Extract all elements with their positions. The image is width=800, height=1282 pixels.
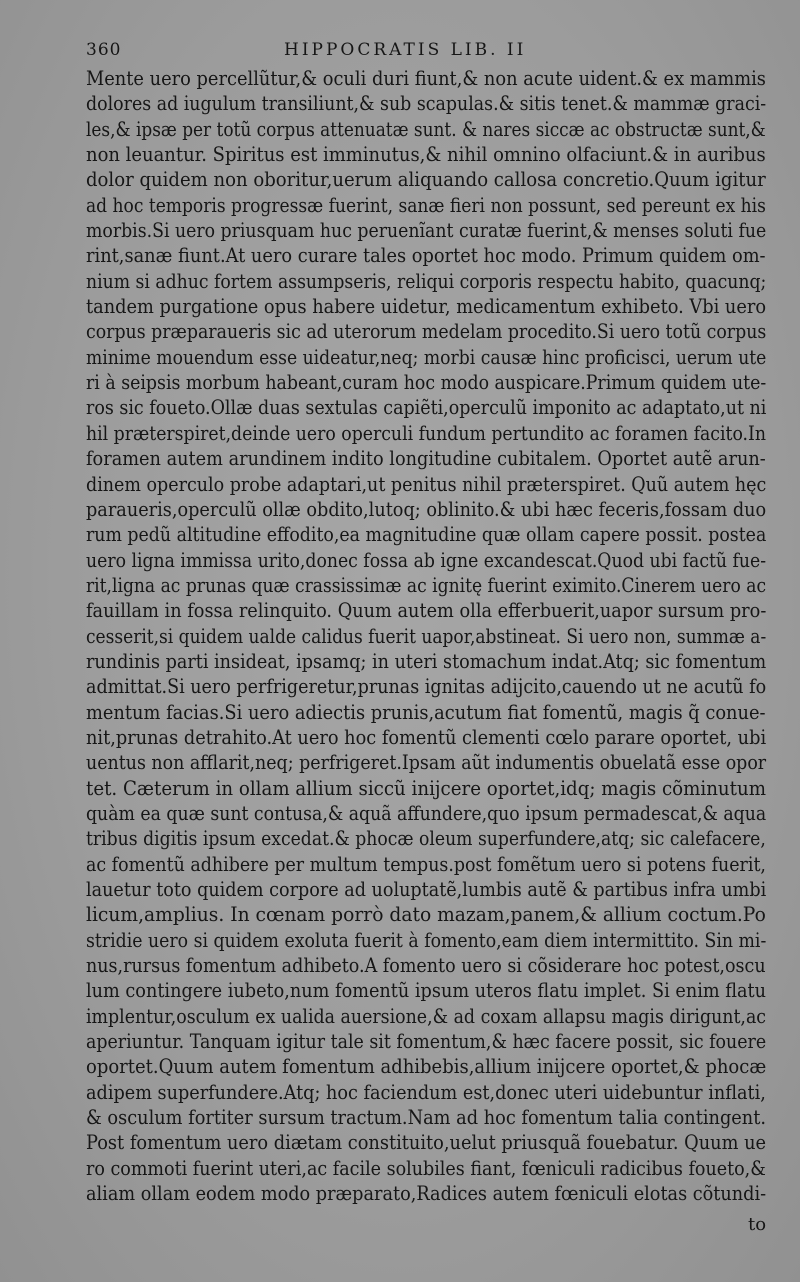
text-line: oportet.Quum autem fomentum adhibebis,allium inijcere oportet,& phocæ <box>86 1055 767 1079</box>
text-line: les,& ipsæ per totũ corpus attenuatæ sunt. & nares siccæ ac obstructæ sunt,& <box>86 117 766 141</box>
body-text <box>86 66 766 1206</box>
text-line: uentus non afflarit,neq; perfrigeret.Ipsam aũt indumentis obuelatã esse opor <box>86 751 767 775</box>
text-line: Post fomentum uero diætam constituito,uelut priusquã fouebatur. Quum ue <box>86 1131 767 1155</box>
text-line: minime mouendum esse uideatur,neq; morbi causæ hinc proficisci, uerum ute <box>86 345 767 369</box>
text-line: tribus digitis ipsum excedat.& phocæ oleum superfundere,atq; sic calefacere, <box>86 827 766 851</box>
text-line: Mente uero percellũtur,& oculi duri fiunt,& non acute uident.& ex mammis <box>86 67 766 90</box>
text-line: nus,rursus fomentum adhibeto.A fomento uero si cõsiderare hoc potest,oscu <box>86 954 766 978</box>
text-line: corpus præparaueris sic ad uterorum medelam procedito.Si uero totũ corpus <box>86 320 767 344</box>
text-line: ros sic foueto.Ollæ duas sextulas capiẽti,operculũ imponito ac adaptato,ut ni <box>86 396 767 420</box>
text-line: rit,ligna ac prunas quæ crassissimæ ac ignitę fuerint eximito.Cinerem uero ac <box>86 573 767 597</box>
text-line: dinem operculo probe adaptari,ut penitus nihil præterspiret. Quũ autem hęc <box>86 472 767 496</box>
text-line: tandem purgatione opus habere uidetur, medicamentum exhibeto. Vbi uero <box>86 295 767 319</box>
text-line: dolores ad iugulum transiliunt,& sub scapulas.& sitis tenet.& mammæ graci- <box>86 92 767 116</box>
text-line: ad hoc temporis progressæ fuerint, sanæ fieri non possunt, sed pereunt ex his <box>86 193 766 217</box>
text-line: fauillam in fossa relinquito. Quum autem olla efferbuerit,uapor sursum pro- <box>86 599 767 623</box>
text-line: non leuantur. Spiritus est imminutus,& nihil omnino olfaciunt.& in auribus <box>86 143 766 167</box>
text-line: admittat.Si uero perfrigeretur,prunas ignitas adijcito,cauendo ut ne acutũ fo <box>86 675 767 699</box>
text-line: tet. Cæterum in ollam allium siccũ inijcere oportet,idq; magis cõminutum <box>86 776 766 800</box>
text-line: morbis.Si uero priusquam huc peruenĩant curatæ fuerint,& menses soluti fue <box>86 219 767 243</box>
text-line: quàm ea quæ sunt contusa,& aquã affundere,quo ipsum permadescat,& aqua <box>86 801 767 825</box>
text-line: aliam ollam eodem modo præparato,Radices autem fœniculi elotas cõtundi- <box>86 1182 767 1206</box>
text-line: uero ligna immissa urito,donec fossa ab igne excandescat.Quod ubi factũ fue- <box>86 548 767 572</box>
text-line: rum pedũ altitudine effodito,ea magnitudine quæ ollam capere possit. postea <box>86 523 767 547</box>
page-header <box>86 40 740 66</box>
text-line: ro commoti fuerint uteri,ac facile solubiles fiant, fœniculi radicibus foueto,& <box>86 1156 766 1180</box>
text-line: dolor quidem non oboritur,uerum aliquando callosa concretio.Quum igitur <box>86 168 766 192</box>
text-line: hil præterspiret,deinde uero operculi fundum pertundito ac foramen facito.In <box>86 421 766 445</box>
text-line: ac fomentũ adhibere per multum tempus.post fomẽtum uero si potens fuerit, <box>86 852 766 876</box>
text-line: foramen autem arundinem indito longitudine cubitalem. Oportet autẽ arun- <box>86 447 766 471</box>
running-head: HIPPOCRATIS LIB. II <box>284 40 527 60</box>
text-line: implentur,osculum ex ualida auersione,& ad coxam allapsu magis dirigunt,ac <box>86 1004 767 1028</box>
page-number: 360 <box>86 40 122 60</box>
text-line: lum contingere iubeto,num fomentũ ipsum uteros flatu implet. Si enim flatu <box>86 979 767 1003</box>
text-line: ri à seipsis morbum habeant,curam hoc modo auspicare.Primum quidem ute- <box>86 371 767 395</box>
text-line: paraueris,operculũ ollæ obdito,lutoq; oblinito.& ubi hæc feceris,fossam duo <box>86 497 767 521</box>
text-line: lauetur toto quidem corpore ad uoluptatẽ,lumbis autẽ & partibus infra umbi <box>86 878 767 901</box>
text-line: adipem superfundere.Atq; hoc faciendum est,donec uteri uidebuntur inflati, <box>86 1080 766 1104</box>
text-line: & osculum fortiter sursum tractum.Nam ad hoc fomentum talia contingent. <box>86 1106 767 1130</box>
text-line: cesserit,si quidem ualde calidus fuerit uapor,abstineat. Si uero non, summæ a- <box>86 624 767 648</box>
text-line: stridie uero si quidem exoluta fuerit à fomento,eam diem intermittito. Sin mi- <box>86 928 767 952</box>
text-line: rundinis parti insideat, ipsamq; in uteri stomachum indat.Atq; sic fomentum <box>86 649 767 673</box>
text-line: nium si adhuc fortem assumpseris, reliqui corporis respectu habito, quacunq; <box>86 269 767 293</box>
text-line: nit,prunas detrahito.At uero hoc fomentũ clementi cœlo parare oportet, ubi <box>86 725 767 749</box>
text-line: licum,amplius. In cœnam porrò dato mazam,panem,& allium coctum.Po <box>86 903 766 927</box>
text-line: mentum facias.Si uero adiectis prunis,acutum fiat fomentũ, magis q̃ conue- <box>86 700 766 724</box>
catchword: to <box>748 1214 767 1235</box>
text-line: rint,sanæ fiunt.At uero curare tales oportet hoc modo. Primum quidem om- <box>86 244 766 268</box>
text-line: aperiuntur. Tanquam igitur tale sit fomentum,& hæc facere possit, sic fouere <box>86 1030 767 1054</box>
